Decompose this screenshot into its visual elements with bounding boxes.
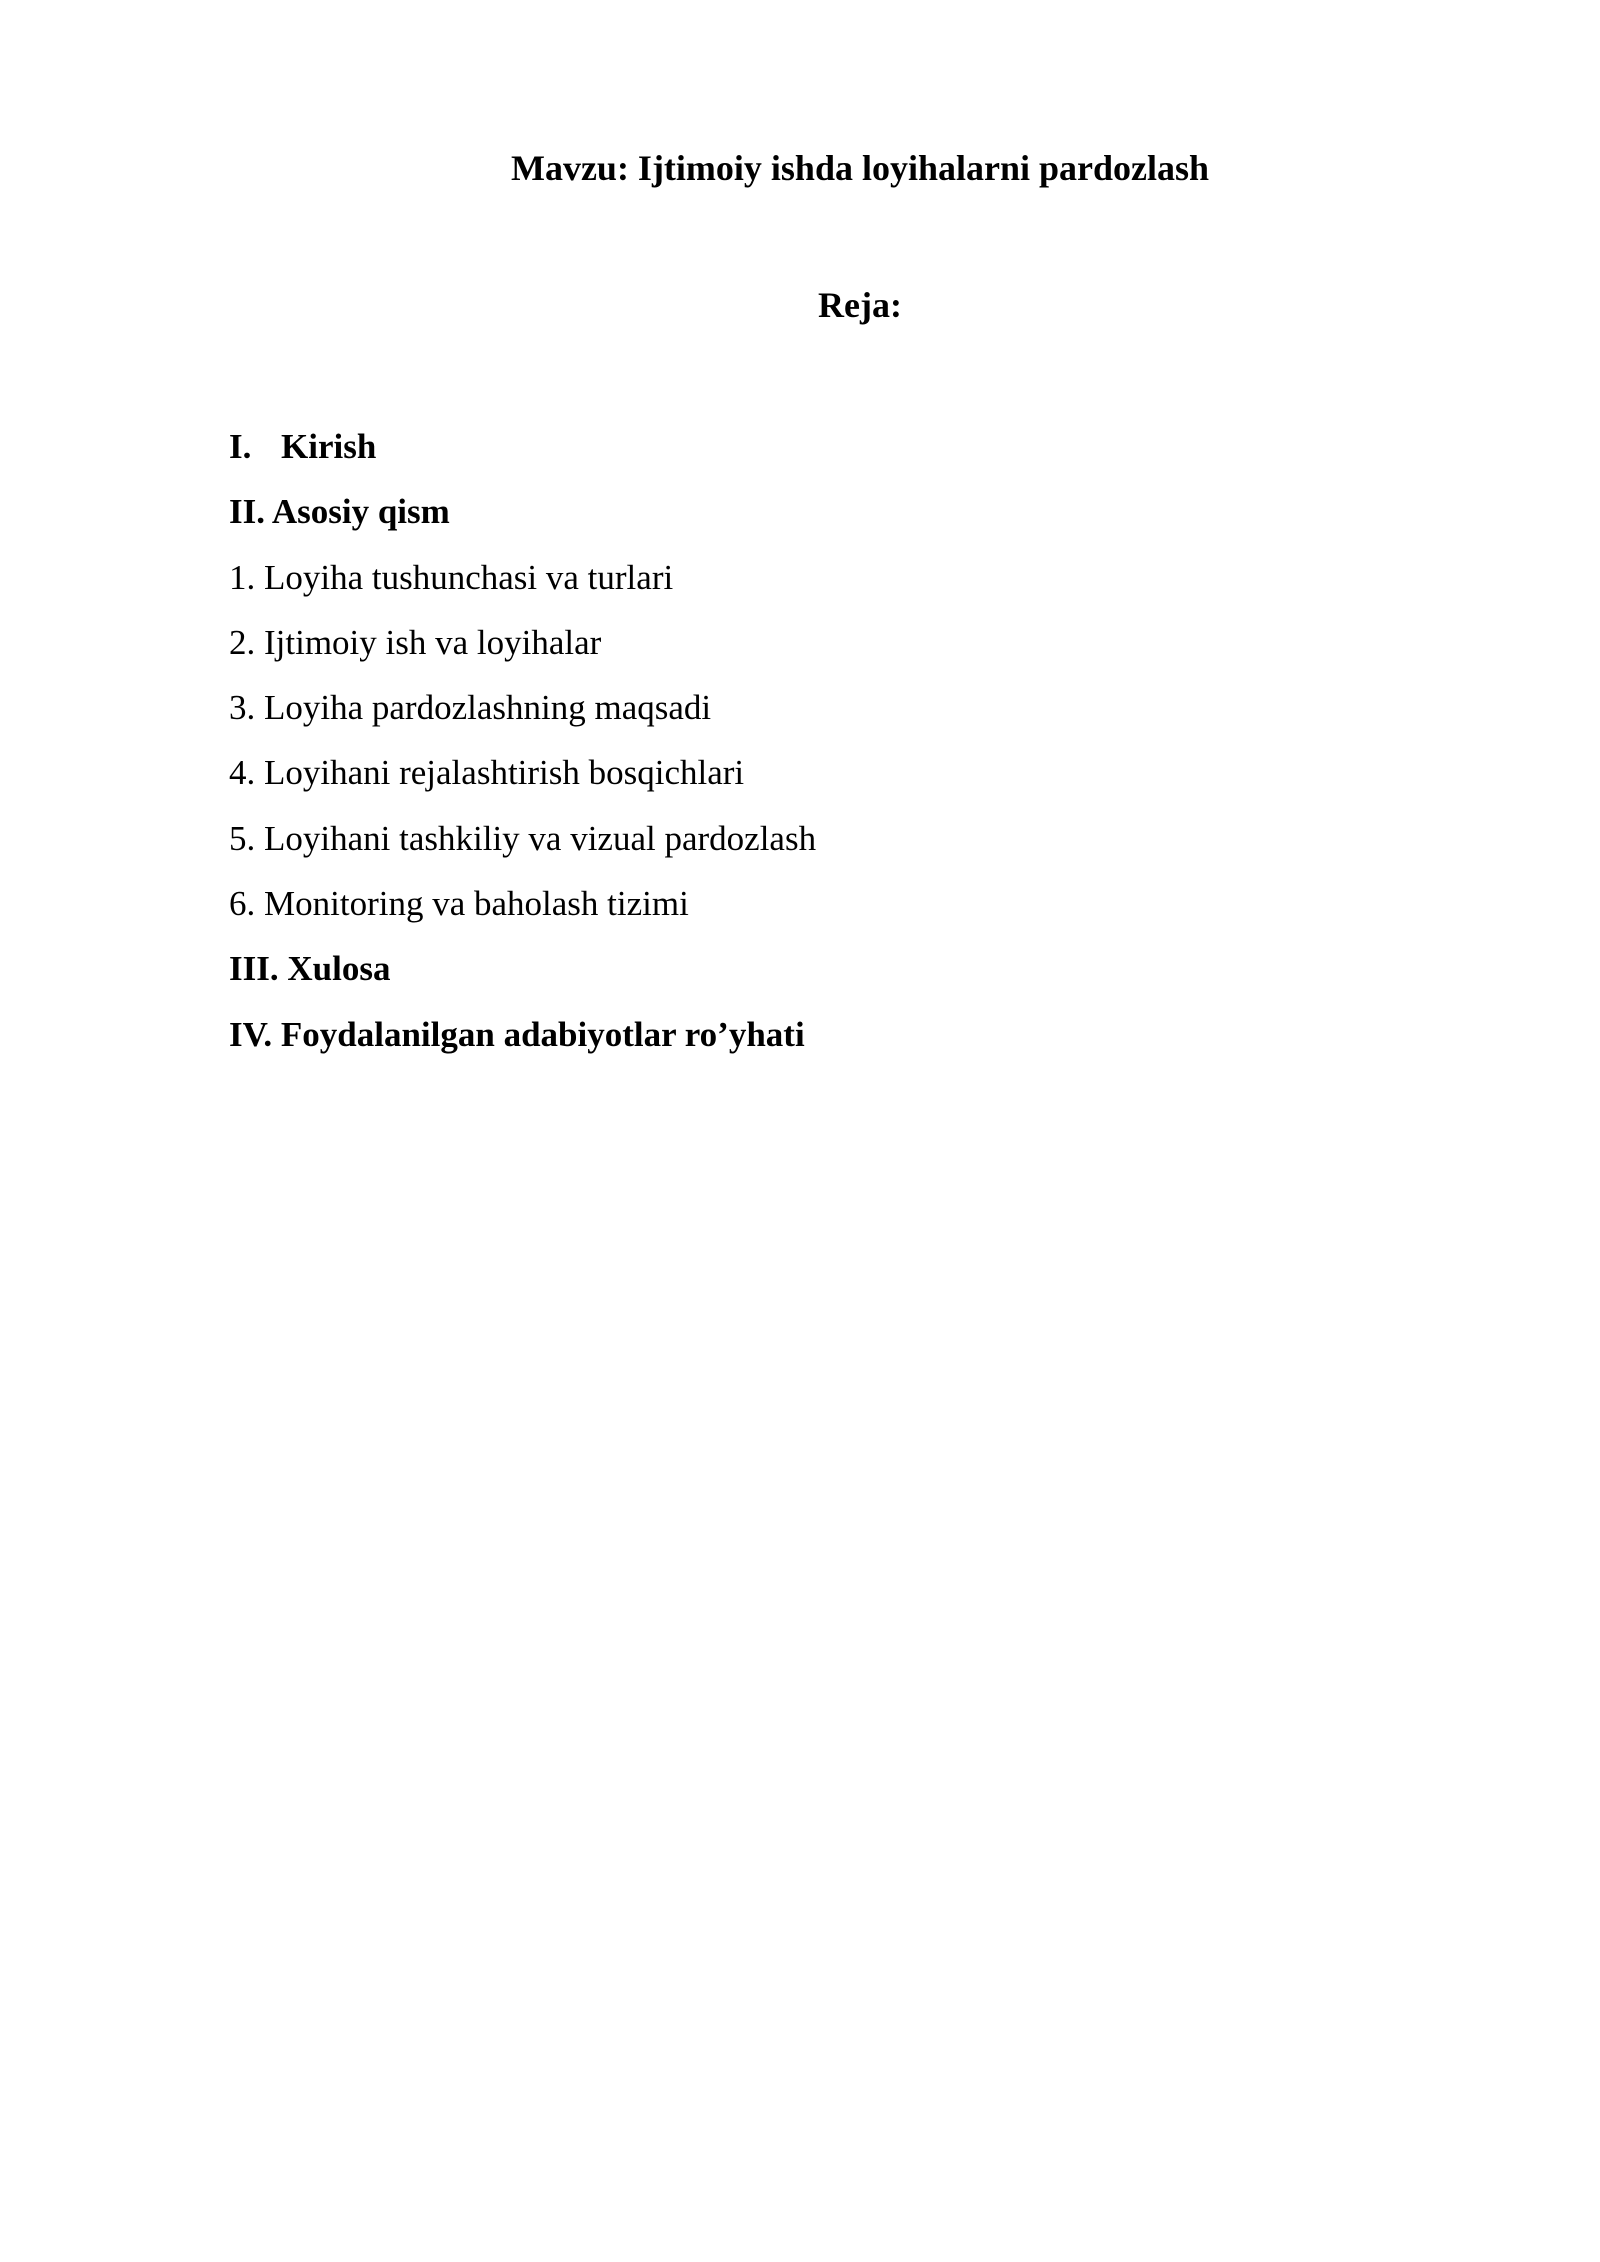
- outline-item-5: [229, 806, 816, 871]
- outline-text: Foydalanilgan adabiyotlar ro’yhati: [280, 1014, 805, 1054]
- outline-item-1: [229, 545, 816, 610]
- outline-text: Loyiha tushunchasi va turlari: [264, 557, 674, 597]
- outline-number: 2.: [229, 622, 256, 662]
- outline-item-introduction: [229, 414, 816, 479]
- outline-number: 3.: [229, 688, 256, 728]
- outline-number: 6.: [229, 884, 256, 924]
- plan-outline: [229, 414, 816, 1067]
- outline-number: III.: [229, 949, 279, 989]
- outline-item-main-part: [229, 479, 816, 544]
- outline-number: II.: [229, 492, 265, 532]
- outline-text: Ijtimoiy ish va loyihalar: [264, 622, 602, 662]
- outline-number: I.: [229, 427, 252, 466]
- document-title: Mavzu: Ijtimoiy ishda loyihalarni pardozlash: [510, 148, 1210, 188]
- outline-item-2: [229, 610, 816, 675]
- outline-number: 1.: [229, 557, 256, 597]
- outline-text: Xulosa: [287, 949, 391, 989]
- outline-text: Loyihani rejalashtirish bosqichlari: [264, 753, 745, 793]
- plan-heading: Reja:: [818, 285, 902, 325]
- outline-text: Loyihani tashkiliy va vizual pardozlash: [264, 818, 817, 858]
- outline-number: 5.: [229, 818, 256, 858]
- outline-item-references: [229, 1002, 816, 1067]
- outline-text: Loyiha pardozlashning maqsadi: [264, 688, 712, 728]
- outline-item-6: [229, 871, 816, 936]
- outline-number: IV.: [229, 1014, 273, 1054]
- outline-item-4: [229, 740, 816, 805]
- outline-text: Kirish: [281, 427, 377, 466]
- outline-text: Asosiy qism: [271, 492, 450, 532]
- outline-text: Monitoring va baholash tizimi: [264, 884, 689, 924]
- outline-number: 4.: [229, 753, 256, 793]
- outline-item-3: [229, 675, 816, 740]
- outline-item-conclusion: [229, 936, 816, 1001]
